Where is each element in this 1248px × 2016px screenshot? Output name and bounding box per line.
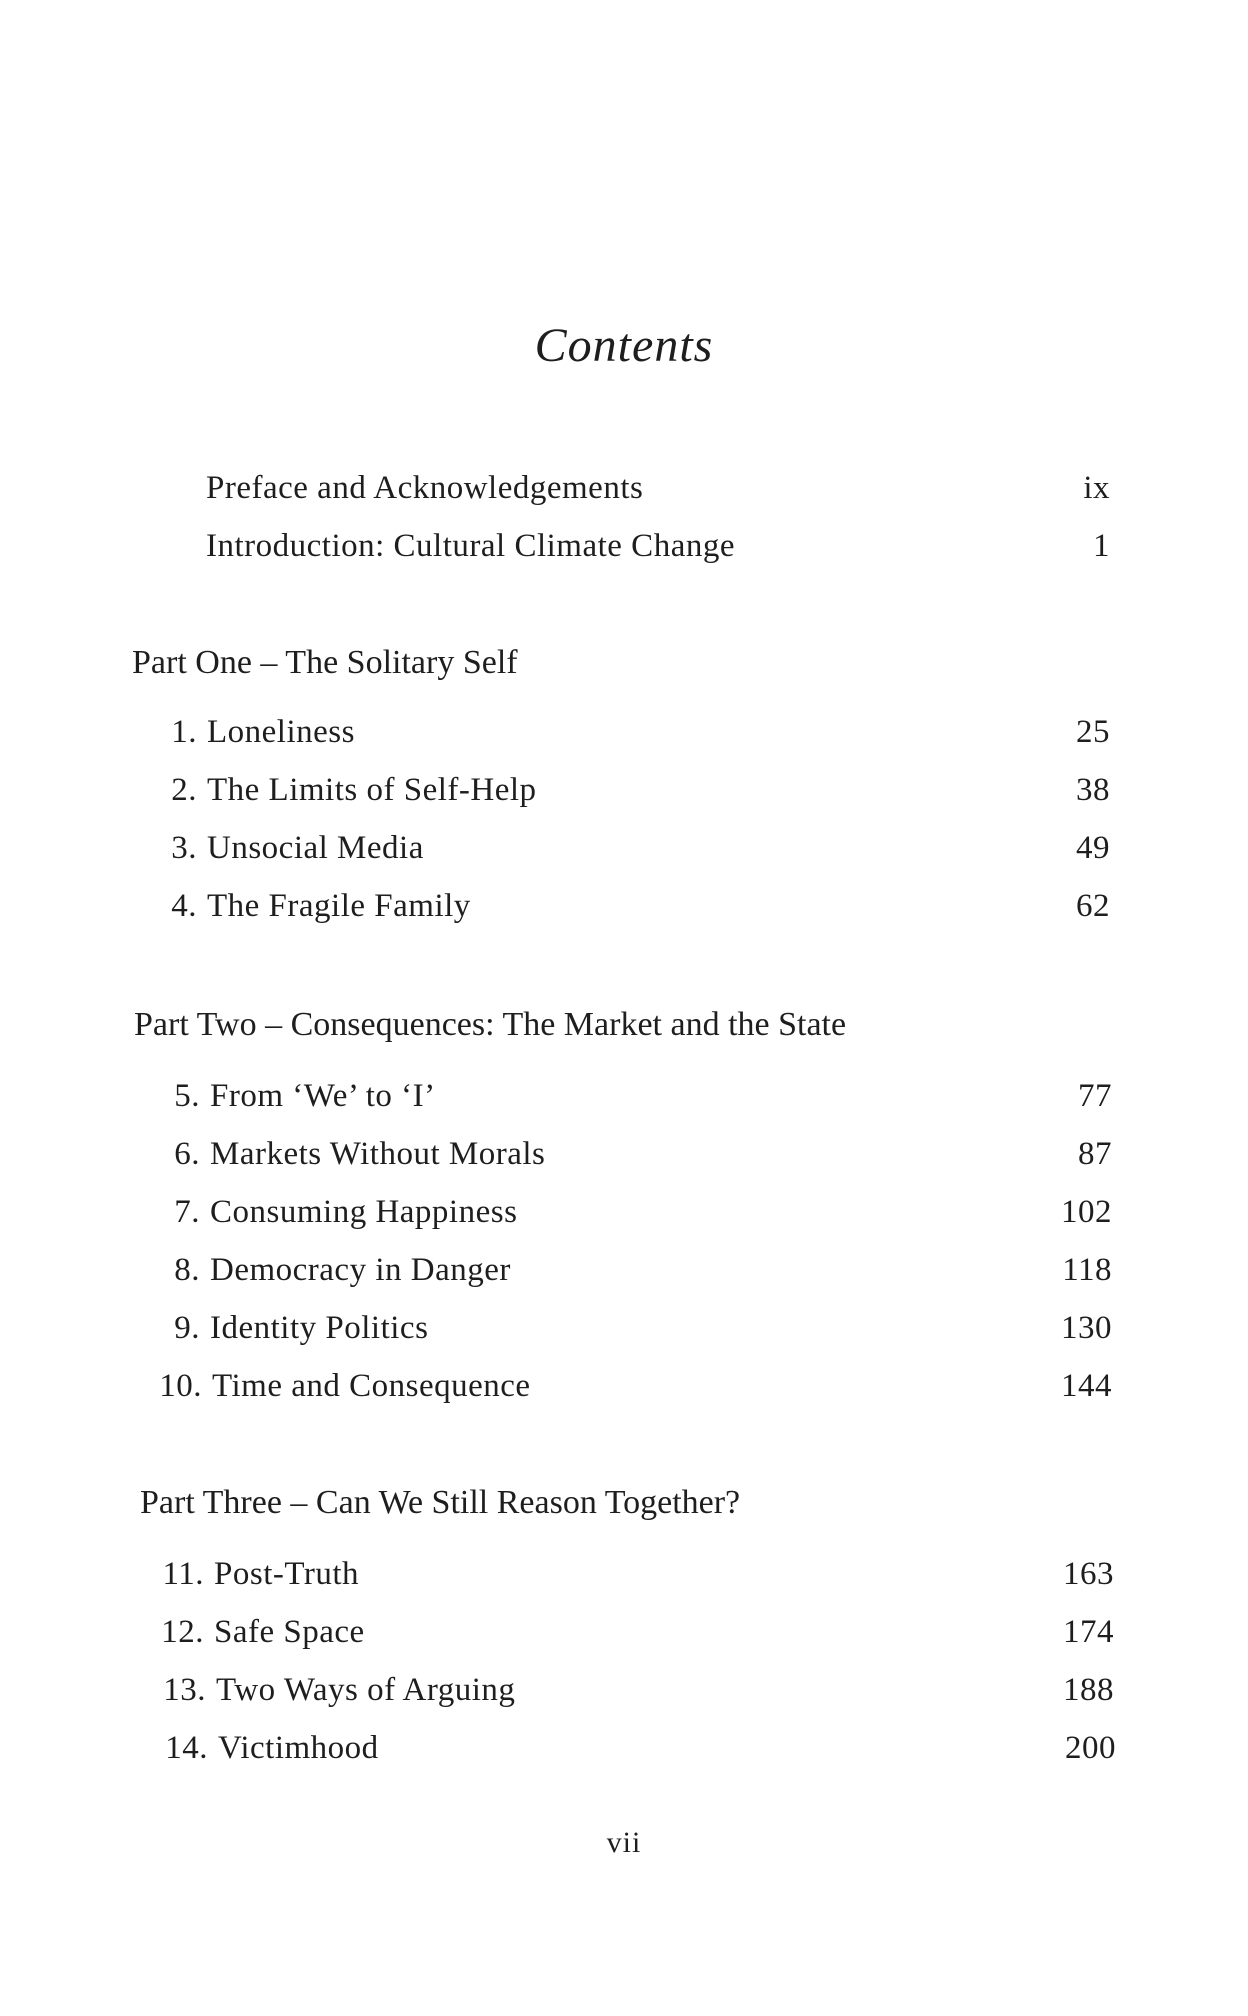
toc-entry-chapter-4[interactable]	[171, 888, 1110, 932]
page-title: Contents	[534, 319, 714, 372]
chapter-number: 5.	[174, 1078, 200, 1114]
toc-entry-label: Preface and Acknowledgements	[206, 470, 644, 506]
toc-entry-label: Consuming Happiness	[210, 1194, 518, 1230]
chapter-number: 1.	[171, 714, 197, 750]
toc-entry-chapter-8[interactable]	[174, 1252, 1112, 1296]
chapter-number: 8.	[174, 1252, 200, 1288]
chapter-number: 3.	[171, 830, 197, 866]
toc-entry-page: 174	[1063, 1614, 1114, 1650]
toc-entry-label: Identity Politics	[210, 1310, 429, 1346]
chapter-number: 2.	[171, 772, 197, 808]
toc-entry-introduction[interactable]	[206, 528, 1110, 572]
toc-entry-chapter-9[interactable]	[174, 1310, 1112, 1354]
toc-entry-page: 130	[1061, 1310, 1112, 1346]
toc-entry-preface[interactable]	[206, 470, 1110, 514]
toc-entry-chapter-2[interactable]	[171, 772, 1110, 816]
page-folio: vii	[606, 1826, 642, 1859]
chapter-number: 9.	[174, 1310, 200, 1346]
toc-entry-page: 62	[1076, 888, 1110, 924]
toc-entry-page: 77	[1078, 1078, 1112, 1114]
toc-entry-label: Safe Space	[214, 1614, 365, 1650]
toc-entry-page: 200	[1065, 1730, 1116, 1766]
toc-entry-chapter-5[interactable]	[174, 1078, 1112, 1122]
toc-entry-label: The Fragile Family	[207, 888, 471, 924]
toc-entry-chapter-3[interactable]	[171, 830, 1110, 874]
toc-entry-label: Two Ways of Arguing	[216, 1672, 516, 1708]
toc-entry-label: Introduction: Cultural Climate Change	[206, 528, 735, 564]
toc-entry-label: Victimhood	[218, 1730, 379, 1766]
chapter-number: 4.	[171, 888, 197, 924]
toc-entry-chapter-11[interactable]	[162, 1556, 1114, 1600]
toc-entry-page: 118	[1062, 1252, 1112, 1288]
toc-entry-page: 188	[1063, 1672, 1114, 1708]
toc-entry-chapter-14[interactable]	[165, 1730, 1116, 1774]
toc-entry-label: Loneliness	[207, 714, 355, 750]
chapter-number: 7.	[174, 1194, 200, 1230]
chapter-number: 10.	[159, 1368, 202, 1404]
chapter-number: 11.	[162, 1556, 204, 1592]
toc-entry-page: 163	[1063, 1556, 1114, 1592]
chapter-number: 14.	[165, 1730, 208, 1766]
toc-entry-chapter-7[interactable]	[174, 1194, 1112, 1238]
toc-entry-label: Unsocial Media	[207, 830, 424, 866]
toc-entry-label: From ‘We’ to ‘I’	[210, 1078, 436, 1114]
toc-entry-label: Post-Truth	[214, 1556, 360, 1592]
toc-entry-page: 25	[1076, 714, 1110, 750]
toc-entry-page: 144	[1061, 1368, 1112, 1404]
toc-entry-page: 102	[1061, 1194, 1112, 1230]
toc-entry-chapter-10[interactable]	[159, 1368, 1112, 1412]
chapter-number: 13.	[163, 1672, 206, 1708]
part-heading-two: Part Two – Consequences: The Market and the State	[134, 1006, 847, 1043]
toc-entry-page: 38	[1076, 772, 1110, 808]
toc-entry-label: The Limits of Self-Help	[207, 772, 537, 808]
part-heading-one: Part One – The Solitary Self	[132, 644, 518, 681]
toc-entry-label: Markets Without Morals	[210, 1136, 546, 1172]
toc-entry-page: 49	[1076, 830, 1110, 866]
toc-entry-label: Democracy in Danger	[210, 1252, 511, 1288]
part-heading-three: Part Three – Can We Still Reason Together?	[140, 1484, 741, 1521]
toc-entry-chapter-12[interactable]	[161, 1614, 1114, 1658]
toc-entry-chapter-13[interactable]	[163, 1672, 1114, 1716]
chapter-number: 12.	[161, 1614, 204, 1650]
toc-entry-chapter-1[interactable]	[171, 714, 1110, 758]
toc-entry-chapter-6[interactable]	[174, 1136, 1112, 1180]
chapter-number: 6.	[174, 1136, 200, 1172]
toc-entry-page: ix	[1083, 470, 1110, 506]
toc-entry-page: 87	[1078, 1136, 1112, 1172]
toc-entry-page: 1	[1093, 528, 1110, 564]
toc-entry-label: Time and Consequence	[212, 1368, 531, 1404]
